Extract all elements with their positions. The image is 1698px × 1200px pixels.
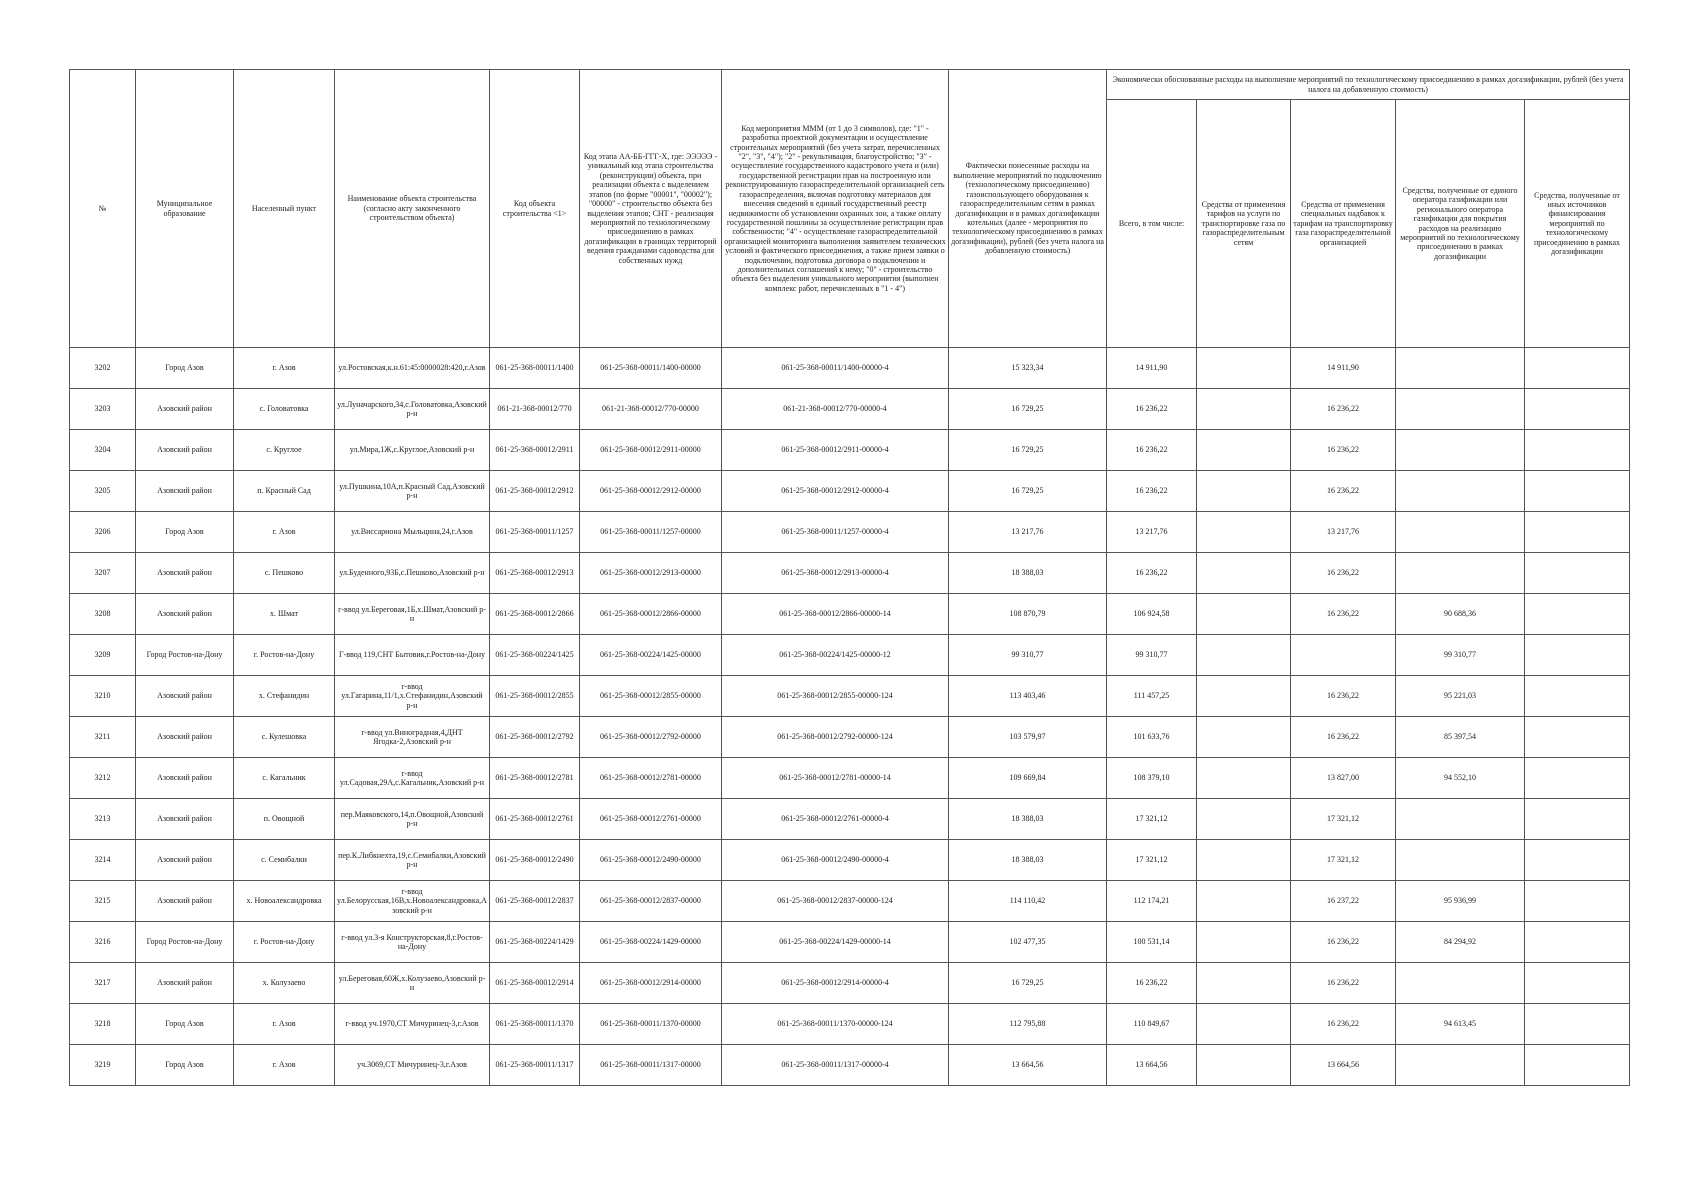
cell-locality: п. Овощной [234, 799, 335, 840]
cell-single-operator: 90 688,36 [1396, 594, 1525, 635]
cell-measure-code: 061-25-368-00011/1400-00000-4 [722, 348, 949, 389]
cell-stage-code: 061-25-368-00011/1370-00000 [580, 1004, 722, 1045]
cell-tariff-transport [1197, 430, 1291, 471]
cell-other-sources [1525, 430, 1630, 471]
cell-object-code: 061-25-368-00012/2781 [490, 758, 580, 799]
header-no: № [70, 70, 136, 348]
cell-no: 3204 [70, 430, 136, 471]
cell-actual-costs: 18 388,03 [949, 553, 1107, 594]
cell-special-surcharges: 16 236,22 [1291, 717, 1396, 758]
cell-locality: с. Пешково [234, 553, 335, 594]
header-locality: Населенный пункт [234, 70, 335, 348]
cell-special-surcharges [1291, 635, 1396, 676]
cell-actual-costs: 114 110,42 [949, 881, 1107, 922]
cell-total: 17 321,12 [1107, 840, 1197, 881]
cell-single-operator [1396, 553, 1525, 594]
cell-total: 110 849,67 [1107, 1004, 1197, 1045]
cell-measure-code: 061-25-368-00012/2913-00000-4 [722, 553, 949, 594]
cell-locality: с. Головатовка [234, 389, 335, 430]
cell-locality: х. Стефанидин [234, 676, 335, 717]
table-body [70, 348, 1630, 1086]
cell-tariff-transport [1197, 594, 1291, 635]
table-row [70, 348, 1630, 389]
cell-measure-code: 061-21-368-00012/770-00000-4 [722, 389, 949, 430]
cell-measure-code: 061-25-368-00012/2837-00000-124 [722, 881, 949, 922]
cell-measure-code: 061-25-368-00012/2911-00000-4 [722, 430, 949, 471]
cell-tariff-transport [1197, 389, 1291, 430]
header-object-code: Код объекта строительства <1> [490, 70, 580, 348]
cell-object-name: г-ввод ул.Береговая,1Б,х.Шмат,Азовский р-н [335, 594, 490, 635]
cell-tariff-transport [1197, 963, 1291, 1004]
cell-single-operator: 94 613,45 [1396, 1004, 1525, 1045]
cell-municipality: Город Ростов-на-Дону [136, 922, 234, 963]
table-row [70, 717, 1630, 758]
cell-stage-code: 061-25-368-00012/2866-00000 [580, 594, 722, 635]
cell-special-surcharges: 16 236,22 [1291, 922, 1396, 963]
cell-tariff-transport [1197, 758, 1291, 799]
header-actual-costs: Фактически понесенные расходы на выполнение мероприятий по подключению (технологическому присоединению) газоиспользующего оборудования к газораспределительным сетям в рамках догазификации и в рамках догазификации котельных (далее - мероприятия по технологическому присоединению в рамках догазификации), рублей (без учета налога на добавленную стоимость) [949, 70, 1107, 348]
cell-special-surcharges: 16 236,22 [1291, 594, 1396, 635]
cell-single-operator: 95 936,99 [1396, 881, 1525, 922]
cell-no: 3209 [70, 635, 136, 676]
table-row [70, 389, 1630, 430]
cell-special-surcharges: 14 911,90 [1291, 348, 1396, 389]
cell-actual-costs: 16 729,25 [949, 389, 1107, 430]
cell-other-sources [1525, 717, 1630, 758]
table-row [70, 1004, 1630, 1045]
cell-municipality: Азовский район [136, 963, 234, 1004]
cell-municipality: Азовский район [136, 676, 234, 717]
cell-actual-costs: 16 729,25 [949, 471, 1107, 512]
cell-municipality: Город Азов [136, 348, 234, 389]
cell-total: 16 236,22 [1107, 389, 1197, 430]
cell-object-code: 061-25-368-00224/1429 [490, 922, 580, 963]
cell-no: 3210 [70, 676, 136, 717]
cell-object-code: 061-25-368-00012/2837 [490, 881, 580, 922]
cell-stage-code: 061-25-368-00224/1425-00000 [580, 635, 722, 676]
cell-locality: г. Ростов-на-Дону [234, 635, 335, 676]
table-row [70, 676, 1630, 717]
cell-tariff-transport [1197, 840, 1291, 881]
cell-municipality: Город Азов [136, 1045, 234, 1086]
cell-single-operator: 94 552,10 [1396, 758, 1525, 799]
table-row [70, 430, 1630, 471]
cell-total: 13 664,56 [1107, 1045, 1197, 1086]
cell-stage-code: 061-25-368-00012/2761-00000 [580, 799, 722, 840]
cell-locality: г. Азов [234, 512, 335, 553]
cell-tariff-transport [1197, 881, 1291, 922]
table-row [70, 635, 1630, 676]
cell-locality: х. Шмат [234, 594, 335, 635]
cell-tariff-transport [1197, 799, 1291, 840]
cell-other-sources [1525, 553, 1630, 594]
cell-special-surcharges: 16 236,22 [1291, 553, 1396, 594]
cell-municipality: Азовский район [136, 389, 234, 430]
cell-locality: г. Азов [234, 1004, 335, 1045]
cell-municipality: Азовский район [136, 799, 234, 840]
table-row [70, 471, 1630, 512]
cell-actual-costs: 16 729,25 [949, 430, 1107, 471]
cell-municipality: Город Ростов-на-Дону [136, 635, 234, 676]
cell-object-code: 061-25-368-00012/2855 [490, 676, 580, 717]
cell-other-sources [1525, 963, 1630, 1004]
costs-table [69, 69, 1630, 1086]
cell-special-surcharges: 13 827,00 [1291, 758, 1396, 799]
cell-total: 16 236,22 [1107, 963, 1197, 1004]
cell-other-sources [1525, 1045, 1630, 1086]
cell-total: 16 236,22 [1107, 553, 1197, 594]
cell-other-sources [1525, 922, 1630, 963]
cell-object-name: ул.Виссариона Мыльцина,24,г.Азов [335, 512, 490, 553]
cell-object-code: 061-21-368-00012/770 [490, 389, 580, 430]
cell-total: 101 633,76 [1107, 717, 1197, 758]
cell-measure-code: 061-25-368-00012/2912-00000-4 [722, 471, 949, 512]
cell-locality: п. Красный Сад [234, 471, 335, 512]
cell-single-operator: 99 310,77 [1396, 635, 1525, 676]
cell-locality: с. Кагальник [234, 758, 335, 799]
cell-locality: с. Семибалки [234, 840, 335, 881]
table-row [70, 840, 1630, 881]
cell-object-name: г-ввод ул.Белорусская,16В,х.Новоалександровка,Азовский р-н [335, 881, 490, 922]
cell-other-sources [1525, 348, 1630, 389]
cell-object-name: ул.Ростовская,к.н.61:45:0000028:420,г.Азов [335, 348, 490, 389]
cell-special-surcharges: 13 664,56 [1291, 1045, 1396, 1086]
cell-actual-costs: 113 403,46 [949, 676, 1107, 717]
cell-municipality: Азовский район [136, 594, 234, 635]
cell-object-name: ул.Береговая,60Ж,х.Колузаево,Азовский р-н [335, 963, 490, 1004]
cell-other-sources [1525, 471, 1630, 512]
cell-no: 3215 [70, 881, 136, 922]
header-stage-code: Код этапа АА-ББ-ГГГ-Х, где: ЭЭЭЭЭ - уникальный код этапа строительства (реконструкции) объекта, при реализации объекта с выделением этапов (по форме "00001", "00002"); "00000" - строительство объекта без выделения этапов; СНТ - реализация мероприятий по технологическому присоединению в рамках догазификации в границах территорий ведения гражданами садоводства для собственных нужд [580, 70, 722, 348]
cell-object-name: г-ввод ул.Гагарина,11/1,х.Стефанидин,Азовский р-н [335, 676, 490, 717]
header-municipality: Муниципальное образование [136, 70, 234, 348]
cell-single-operator [1396, 963, 1525, 1004]
table-row [70, 1045, 1630, 1086]
cell-municipality: Азовский район [136, 758, 234, 799]
cell-stage-code: 061-25-368-00012/2911-00000 [580, 430, 722, 471]
cell-tariff-transport [1197, 1045, 1291, 1086]
cell-no: 3207 [70, 553, 136, 594]
cell-stage-code: 061-25-368-00011/1400-00000 [580, 348, 722, 389]
header-measure-code: Код мероприятия МММ (от 1 до 3 символов), где: "1" - разработка проектной документации и осуществление строительных мероприятий (без учета затрат, перечисленных "2", "3", "4"); "2" - рекультивация, благоустройство; "3" - осуществление государственного кадастрового учета и (или) государственной регистрации прав на построенную или реконструированную газораспределительной организацией сеть газораспределения, включая подготовку материалов для внесения сведений в единый государственный реестр недвижимости об установлении охранных зон, а также оплату государственной пошлины за осуществление регистрации прав собственности; "4" - осуществление газораспределительной организацией мониторинга выполнения заявителем технических условий и фактического присоединения, а также прием заявки о подключении, подготовка договора о подключении и дополнительных соглашений к нему; "0" - строительство объекта без выделения уникального мероприятия (выполнен комплекс работ, перечисленных в "1 - 4") [722, 70, 949, 348]
cell-single-operator [1396, 348, 1525, 389]
cell-other-sources [1525, 676, 1630, 717]
cell-no: 3214 [70, 840, 136, 881]
cell-object-name: г-ввод ул.3-я Конструкторская,8,г.Ростов-на-Дону [335, 922, 490, 963]
cell-stage-code: 061-25-368-00012/2855-00000 [580, 676, 722, 717]
table-row [70, 881, 1630, 922]
cell-special-surcharges: 17 321,12 [1291, 840, 1396, 881]
cell-single-operator [1396, 471, 1525, 512]
cell-measure-code: 061-25-368-00224/1429-00000-14 [722, 922, 949, 963]
cell-stage-code: 061-25-368-00012/2792-00000 [580, 717, 722, 758]
cell-object-code: 061-25-368-00224/1425 [490, 635, 580, 676]
cell-actual-costs: 109 669,84 [949, 758, 1107, 799]
cell-object-code: 061-25-368-00012/2490 [490, 840, 580, 881]
cell-stage-code: 061-25-368-00012/2781-00000 [580, 758, 722, 799]
cell-total: 111 457,25 [1107, 676, 1197, 717]
header-group-economic-costs: Экономически обоснованные расходы на выполнение мероприятий по технологическому присоединению в рамках догазификации, рублей (без учета налога на добавленную стоимость) [1107, 70, 1630, 100]
cell-no: 3206 [70, 512, 136, 553]
cell-other-sources [1525, 512, 1630, 553]
cell-total: 16 236,22 [1107, 430, 1197, 471]
cell-object-code: 061-25-368-00012/2866 [490, 594, 580, 635]
header-row-1 [70, 70, 1630, 100]
cell-measure-code: 061-25-368-00011/1317-00000-4 [722, 1045, 949, 1086]
cell-special-surcharges: 16 236,22 [1291, 430, 1396, 471]
cell-locality: г. Азов [234, 348, 335, 389]
cell-measure-code: 061-25-368-00012/2792-00000-124 [722, 717, 949, 758]
cell-municipality: Азовский район [136, 881, 234, 922]
cell-no: 3213 [70, 799, 136, 840]
cell-measure-code: 061-25-368-00011/1370-00000-124 [722, 1004, 949, 1045]
cell-municipality: Азовский район [136, 471, 234, 512]
cell-stage-code: 061-25-368-00224/1429-00000 [580, 922, 722, 963]
cell-measure-code: 061-25-368-00012/2761-00000-4 [722, 799, 949, 840]
table-row [70, 922, 1630, 963]
cell-measure-code: 061-25-368-00012/2490-00000-4 [722, 840, 949, 881]
cell-special-surcharges: 16 236,22 [1291, 963, 1396, 1004]
cell-special-surcharges: 13 217,76 [1291, 512, 1396, 553]
cell-special-surcharges: 17 321,12 [1291, 799, 1396, 840]
cell-measure-code: 061-25-368-00012/2855-00000-124 [722, 676, 949, 717]
cell-no: 3205 [70, 471, 136, 512]
cell-municipality: Город Азов [136, 1004, 234, 1045]
cell-stage-code: 061-25-368-00011/1317-00000 [580, 1045, 722, 1086]
cell-object-name: г-ввод уч.1970,СТ Мичуринец-3,г.Азов [335, 1004, 490, 1045]
cell-tariff-transport [1197, 348, 1291, 389]
cell-no: 3212 [70, 758, 136, 799]
cell-object-name: г-ввод ул.Садовая,29А,с.Кагальник,Азовский р-н [335, 758, 490, 799]
header-special-surcharges: Средства от применения специальных надбавок к тарифам на транспортировку газа газораспределительной организацией [1291, 100, 1396, 348]
cell-tariff-transport [1197, 471, 1291, 512]
cell-object-code: 061-25-368-00012/2792 [490, 717, 580, 758]
cell-total: 17 321,12 [1107, 799, 1197, 840]
cell-locality: х. Колузаево [234, 963, 335, 1004]
cell-tariff-transport [1197, 922, 1291, 963]
cell-total: 13 217,76 [1107, 512, 1197, 553]
cell-other-sources [1525, 881, 1630, 922]
cell-actual-costs: 99 310,77 [949, 635, 1107, 676]
cell-object-code: 061-25-368-00011/1370 [490, 1004, 580, 1045]
cell-total: 112 174,21 [1107, 881, 1197, 922]
cell-object-name: уч.3069,СТ Мичуринец-3,г.Азов [335, 1045, 490, 1086]
cell-actual-costs: 18 388,03 [949, 799, 1107, 840]
cell-other-sources [1525, 594, 1630, 635]
cell-object-code: 061-25-368-00012/2914 [490, 963, 580, 1004]
table-header [70, 70, 1630, 348]
cell-measure-code: 061-25-368-00011/1257-00000-4 [722, 512, 949, 553]
table-row [70, 963, 1630, 1004]
cell-object-name: ул.Мира,1Ж,с.Круглое,Азовский р-н [335, 430, 490, 471]
cell-object-code: 061-25-368-00011/1400 [490, 348, 580, 389]
cell-special-surcharges: 16 236,22 [1291, 389, 1396, 430]
cell-actual-costs: 102 477,35 [949, 922, 1107, 963]
cell-stage-code: 061-25-368-00012/2837-00000 [580, 881, 722, 922]
cell-municipality: Город Азов [136, 512, 234, 553]
cell-object-name: г-ввод ул.Виноградная,4,ДНТ Ягодка-2,Азовский р-н [335, 717, 490, 758]
cell-object-name: Г-ввод 119,СНТ Бытовик,г.Ростов-на-Дону [335, 635, 490, 676]
header-tariff-transport: Средства от применения тарифов на услуги по транспортировке газа по газораспределительным сетям [1197, 100, 1291, 348]
cell-actual-costs: 108 870,79 [949, 594, 1107, 635]
cell-locality: х. Новоалександровка [234, 881, 335, 922]
cell-stage-code: 061-25-368-00011/1257-00000 [580, 512, 722, 553]
cell-locality: г. Ростов-на-Дону [234, 922, 335, 963]
cell-object-code: 061-25-368-00012/2911 [490, 430, 580, 471]
cell-measure-code: 061-25-368-00012/2914-00000-4 [722, 963, 949, 1004]
header-object-name: Наименование объекта строительства (согласно акту законченного строительством объекта) [335, 70, 490, 348]
cell-tariff-transport [1197, 717, 1291, 758]
cell-no: 3216 [70, 922, 136, 963]
cell-no: 3202 [70, 348, 136, 389]
cell-total: 14 911,90 [1107, 348, 1197, 389]
header-total: Всего, в том числе: [1107, 100, 1197, 348]
cell-locality: г. Азов [234, 1045, 335, 1086]
cell-municipality: Азовский район [136, 717, 234, 758]
cell-special-surcharges: 16 236,22 [1291, 676, 1396, 717]
cell-object-name: пер.К.Либкнехта,19,с.Семибалки,Азовский р-н [335, 840, 490, 881]
cell-object-code: 061-25-368-00012/2912 [490, 471, 580, 512]
cell-other-sources [1525, 389, 1630, 430]
cell-object-code: 061-25-368-00011/1257 [490, 512, 580, 553]
table-row [70, 758, 1630, 799]
cell-stage-code: 061-25-368-00012/2914-00000 [580, 963, 722, 1004]
cell-measure-code: 061-25-368-00012/2866-00000-14 [722, 594, 949, 635]
cell-object-name: пер.Маяковского,14,п.Овощной,Азовский р-н [335, 799, 490, 840]
cell-stage-code: 061-25-368-00012/2913-00000 [580, 553, 722, 594]
cell-special-surcharges: 16 237,22 [1291, 881, 1396, 922]
table-row [70, 553, 1630, 594]
cell-locality: с. Круглое [234, 430, 335, 471]
cell-no: 3208 [70, 594, 136, 635]
cell-other-sources [1525, 758, 1630, 799]
cell-stage-code: 061-25-368-00012/2490-00000 [580, 840, 722, 881]
cell-single-operator [1396, 799, 1525, 840]
cell-other-sources [1525, 1004, 1630, 1045]
cell-single-operator [1396, 1045, 1525, 1086]
cell-no: 3217 [70, 963, 136, 1004]
cell-tariff-transport [1197, 512, 1291, 553]
cell-object-name: ул.Луначарского,34,с.Головатовка,Азовский р-н [335, 389, 490, 430]
cell-no: 3203 [70, 389, 136, 430]
cell-no: 3219 [70, 1045, 136, 1086]
cell-municipality: Азовский район [136, 840, 234, 881]
cell-single-operator: 84 294,92 [1396, 922, 1525, 963]
cell-other-sources [1525, 635, 1630, 676]
table-row [70, 512, 1630, 553]
cell-actual-costs: 103 579,97 [949, 717, 1107, 758]
cell-single-operator [1396, 430, 1525, 471]
table-row [70, 799, 1630, 840]
cell-municipality: Азовский район [136, 430, 234, 471]
cell-special-surcharges: 16 236,22 [1291, 1004, 1396, 1045]
cell-single-operator: 95 221,03 [1396, 676, 1525, 717]
cell-actual-costs: 15 323,34 [949, 348, 1107, 389]
cell-total: 99 310,77 [1107, 635, 1197, 676]
header-single-operator: Средства, полученные от единого оператора газификации или регионального оператора газификации для покрытия расходов на реализацию мероприятий по технологическому присоединению в рамках догазификации [1396, 100, 1525, 348]
cell-special-surcharges: 16 236,22 [1291, 471, 1396, 512]
cell-stage-code: 061-21-368-00012/770-00000 [580, 389, 722, 430]
cell-actual-costs: 16 729,25 [949, 963, 1107, 1004]
cell-object-code: 061-25-368-00011/1317 [490, 1045, 580, 1086]
cell-actual-costs: 13 217,76 [949, 512, 1107, 553]
cell-stage-code: 061-25-368-00012/2912-00000 [580, 471, 722, 512]
table-row [70, 594, 1630, 635]
cell-object-code: 061-25-368-00012/2913 [490, 553, 580, 594]
cell-measure-code: 061-25-368-00012/2781-00000-14 [722, 758, 949, 799]
cell-actual-costs: 13 664,56 [949, 1045, 1107, 1086]
cell-tariff-transport [1197, 676, 1291, 717]
cell-tariff-transport [1197, 1004, 1291, 1045]
cell-object-code: 061-25-368-00012/2761 [490, 799, 580, 840]
cell-object-name: ул.Пушкина,10А,п.Красный Сад,Азовский р-н [335, 471, 490, 512]
cell-other-sources [1525, 840, 1630, 881]
cell-municipality: Азовский район [136, 553, 234, 594]
cell-no: 3211 [70, 717, 136, 758]
cell-actual-costs: 112 795,88 [949, 1004, 1107, 1045]
cell-single-operator [1396, 389, 1525, 430]
cell-single-operator: 85 397,54 [1396, 717, 1525, 758]
cell-single-operator [1396, 512, 1525, 553]
cell-single-operator [1396, 840, 1525, 881]
cell-object-name: ул.Буденного,93Б,с.Пешково,Азовский р-н [335, 553, 490, 594]
cell-total: 106 924,58 [1107, 594, 1197, 635]
cell-measure-code: 061-25-368-00224/1425-00000-12 [722, 635, 949, 676]
cell-tariff-transport [1197, 553, 1291, 594]
cell-no: 3218 [70, 1004, 136, 1045]
cell-locality: с. Кулешовка [234, 717, 335, 758]
cell-total: 100 531,14 [1107, 922, 1197, 963]
cell-total: 108 379,10 [1107, 758, 1197, 799]
cell-total: 16 236,22 [1107, 471, 1197, 512]
cell-actual-costs: 18 388,03 [949, 840, 1107, 881]
header-other-sources: Средства, полученные от иных источников финансирования мероприятий по технологическому присоединению в рамках догазификации [1525, 100, 1630, 348]
cell-other-sources [1525, 799, 1630, 840]
cell-tariff-transport [1197, 635, 1291, 676]
